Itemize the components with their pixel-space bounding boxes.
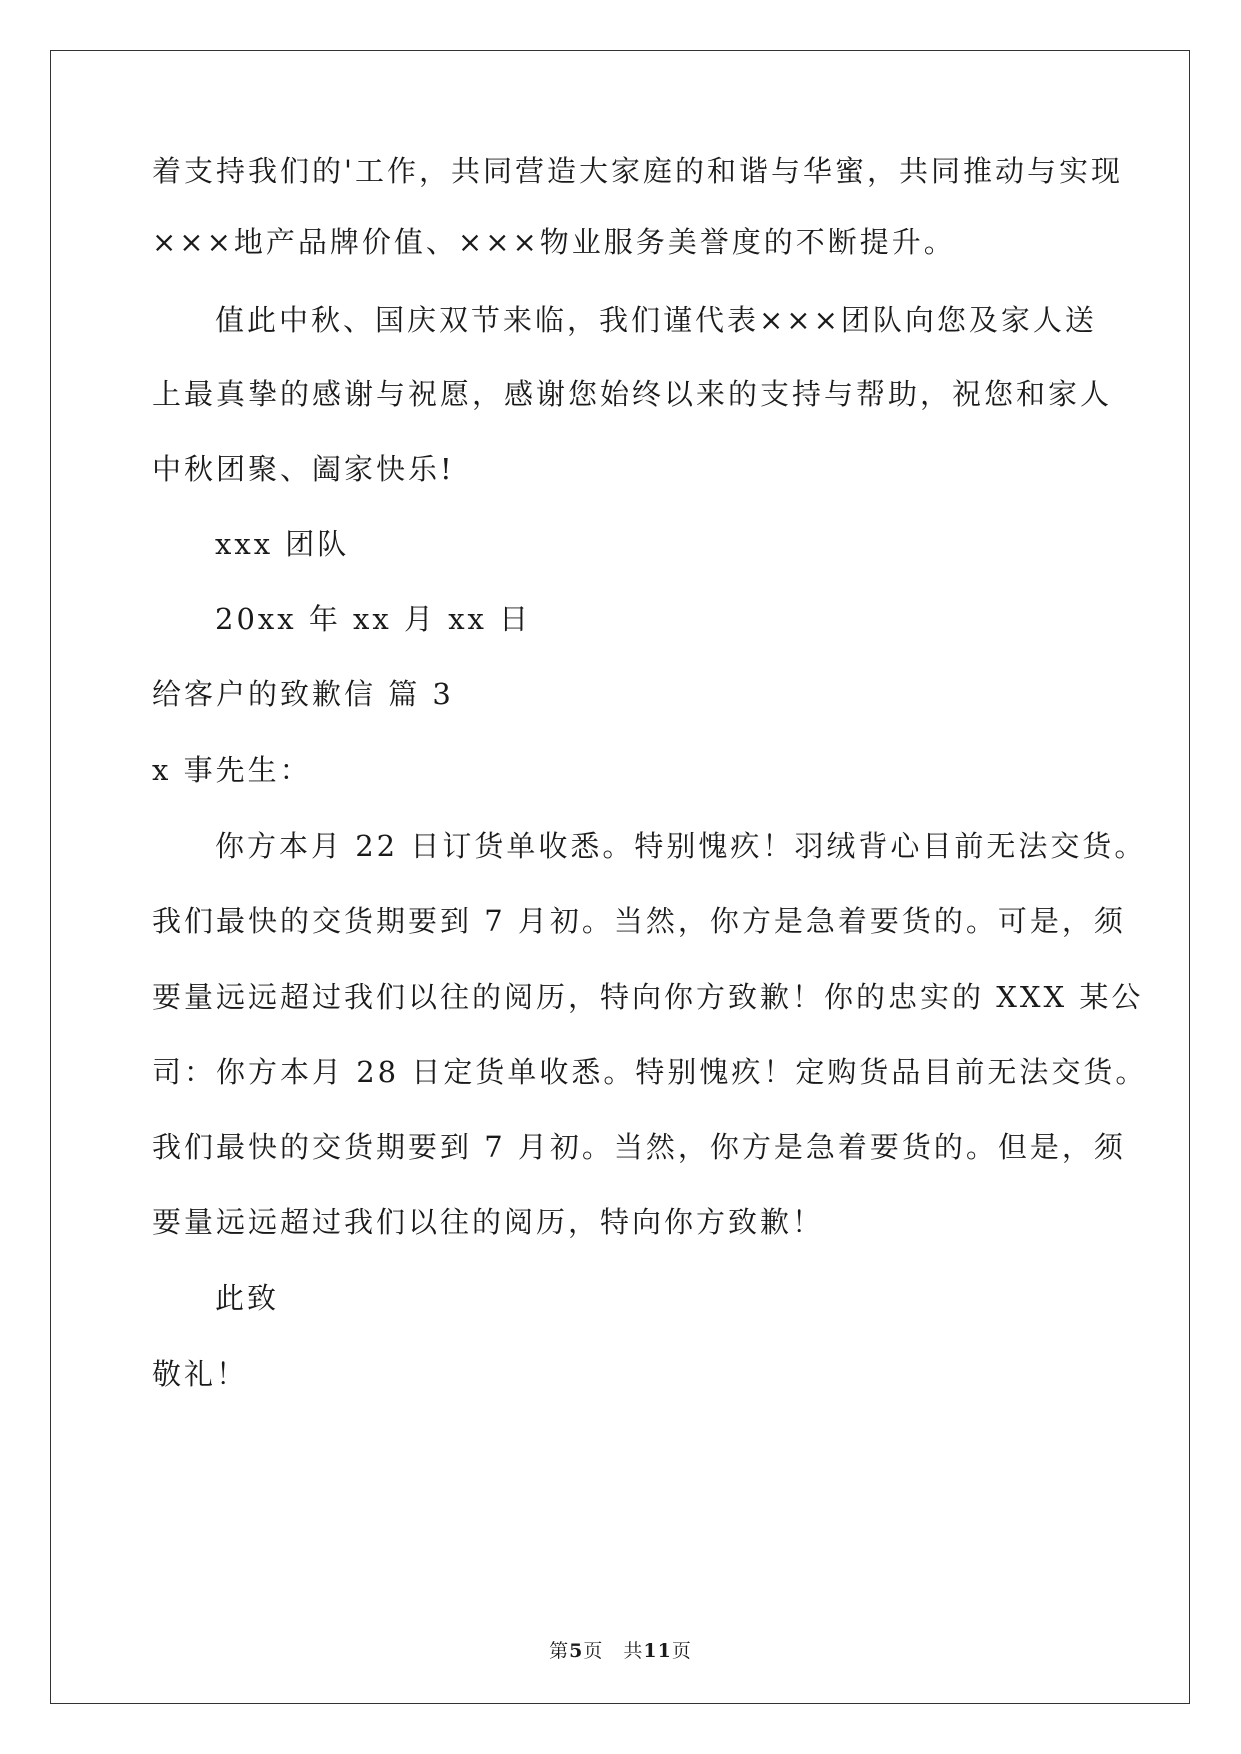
closing-phrase: 此致 <box>215 1281 280 1315</box>
footer-total-pages: 11 <box>643 1640 672 1662</box>
body-line-12: 要量远远超过我们以往的阅历，特向你方致歉！你的忠实的 XXX 某公 <box>152 980 1144 1014</box>
page-footer <box>0 1636 1241 1663</box>
salutation: x 事先生： <box>152 753 312 787</box>
signature-team: xxx 团队 <box>215 527 350 561</box>
body-line-5: 中秋团聚、阖家快乐! <box>152 452 455 486</box>
body-line-1: 着支持我们的'工作，共同营造大家庭的和谐与华蜜，共同推动与实现 <box>152 154 1123 188</box>
closing-regards: 敬礼！ <box>152 1357 249 1391</box>
body-line-4: 上最真挚的感谢与祝愿，感谢您始终以来的支持与帮助，祝您和家人 <box>152 377 1113 411</box>
body-line-13: 司：你方本月 28 日定货单收悉。特别愧疚！定购货品目前无法交货。 <box>152 1055 1148 1089</box>
footer-suffix: 页 <box>671 1640 692 1662</box>
footer-mid: 页 共 <box>583 1640 644 1662</box>
body-line-2: ×××地产品牌价值、×××物业服务美誉度的不断提升。 <box>152 225 956 259</box>
body-line-14: 我们最快的交货期要到 7 月初。当然，你方是急着要货的。但是，须 <box>152 1130 1126 1164</box>
footer-prefix: 第 <box>549 1640 570 1662</box>
body-line-15: 要量远远超过我们以往的阅历，特向你方致歉！ <box>152 1205 825 1239</box>
page-border <box>50 50 1190 1704</box>
section-heading: 给客户的致歉信 篇 3 <box>152 677 454 711</box>
signature-date: 20xx 年 xx 月 xx 日 <box>215 602 532 636</box>
body-line-3: 值此中秋、国庆双节来临，我们谨代表×××团队向您及家人送 <box>215 303 1097 337</box>
footer-page-number: 5 <box>569 1640 584 1662</box>
body-line-11: 我们最快的交货期要到 7 月初。当然，你方是急着要货的。可是，须 <box>152 904 1126 938</box>
body-line-10: 你方本月 22 日订货单收悉。特别愧疚！羽绒背心目前无法交货。 <box>215 829 1147 863</box>
